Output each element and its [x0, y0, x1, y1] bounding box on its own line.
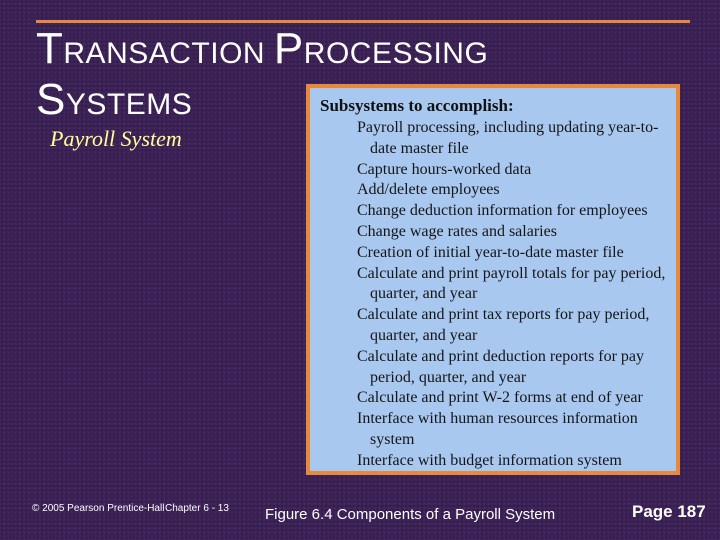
title-word-processing: ROCESSING: [303, 37, 489, 70]
subsystems-list: [357, 118, 675, 472]
panel-heading: Subsystems to accomplish:: [320, 96, 514, 115]
list-item: Add/delete employees: [357, 181, 500, 199]
slide-subtitle: Payroll System: [50, 126, 182, 151]
list-item: Interface with budget information system: [357, 451, 622, 469]
title-word-systems: YSTEMS: [65, 88, 193, 121]
title-rule: [36, 20, 690, 23]
title-word-transaction: RANSACTION: [63, 37, 274, 70]
footer-copyright: © 2005 Pearson Prentice-Hall: [32, 503, 165, 514]
list-item: Interface with human resources information system: [357, 410, 638, 448]
title-initial-p: P: [273, 24, 304, 73]
list-item: Creation of initial year-to-date master file: [357, 243, 624, 261]
title-initial-t: T: [36, 24, 64, 73]
footer-chapter: Chapter 6 - 13: [165, 503, 229, 514]
list-item: Calculate and print W-2 forms at end of year: [357, 389, 643, 407]
subsystems-panel: [306, 84, 680, 475]
title-line-1: [36, 26, 488, 77]
list-item: Payroll processing, including updating year-to-date master file: [357, 119, 659, 157]
figure-caption: Figure 6.4 Components of a Payroll System: [265, 506, 556, 523]
list-item: Change deduction information for employees: [357, 202, 648, 220]
list-item: Calculate and print deduction reports for pay period, quarter, and year: [357, 347, 645, 386]
list-item: Calculate and print payroll totals for pay period, quarter, and year: [357, 264, 666, 303]
title-initial-s: S: [36, 75, 66, 124]
page-reference: Page 187: [632, 502, 706, 521]
list-item: Capture hours-worked data: [357, 160, 532, 178]
list-item: Calculate and print tax reports for pay period, quarter, and year: [357, 306, 650, 344]
list-item: Change wage rates and salaries: [357, 222, 557, 240]
